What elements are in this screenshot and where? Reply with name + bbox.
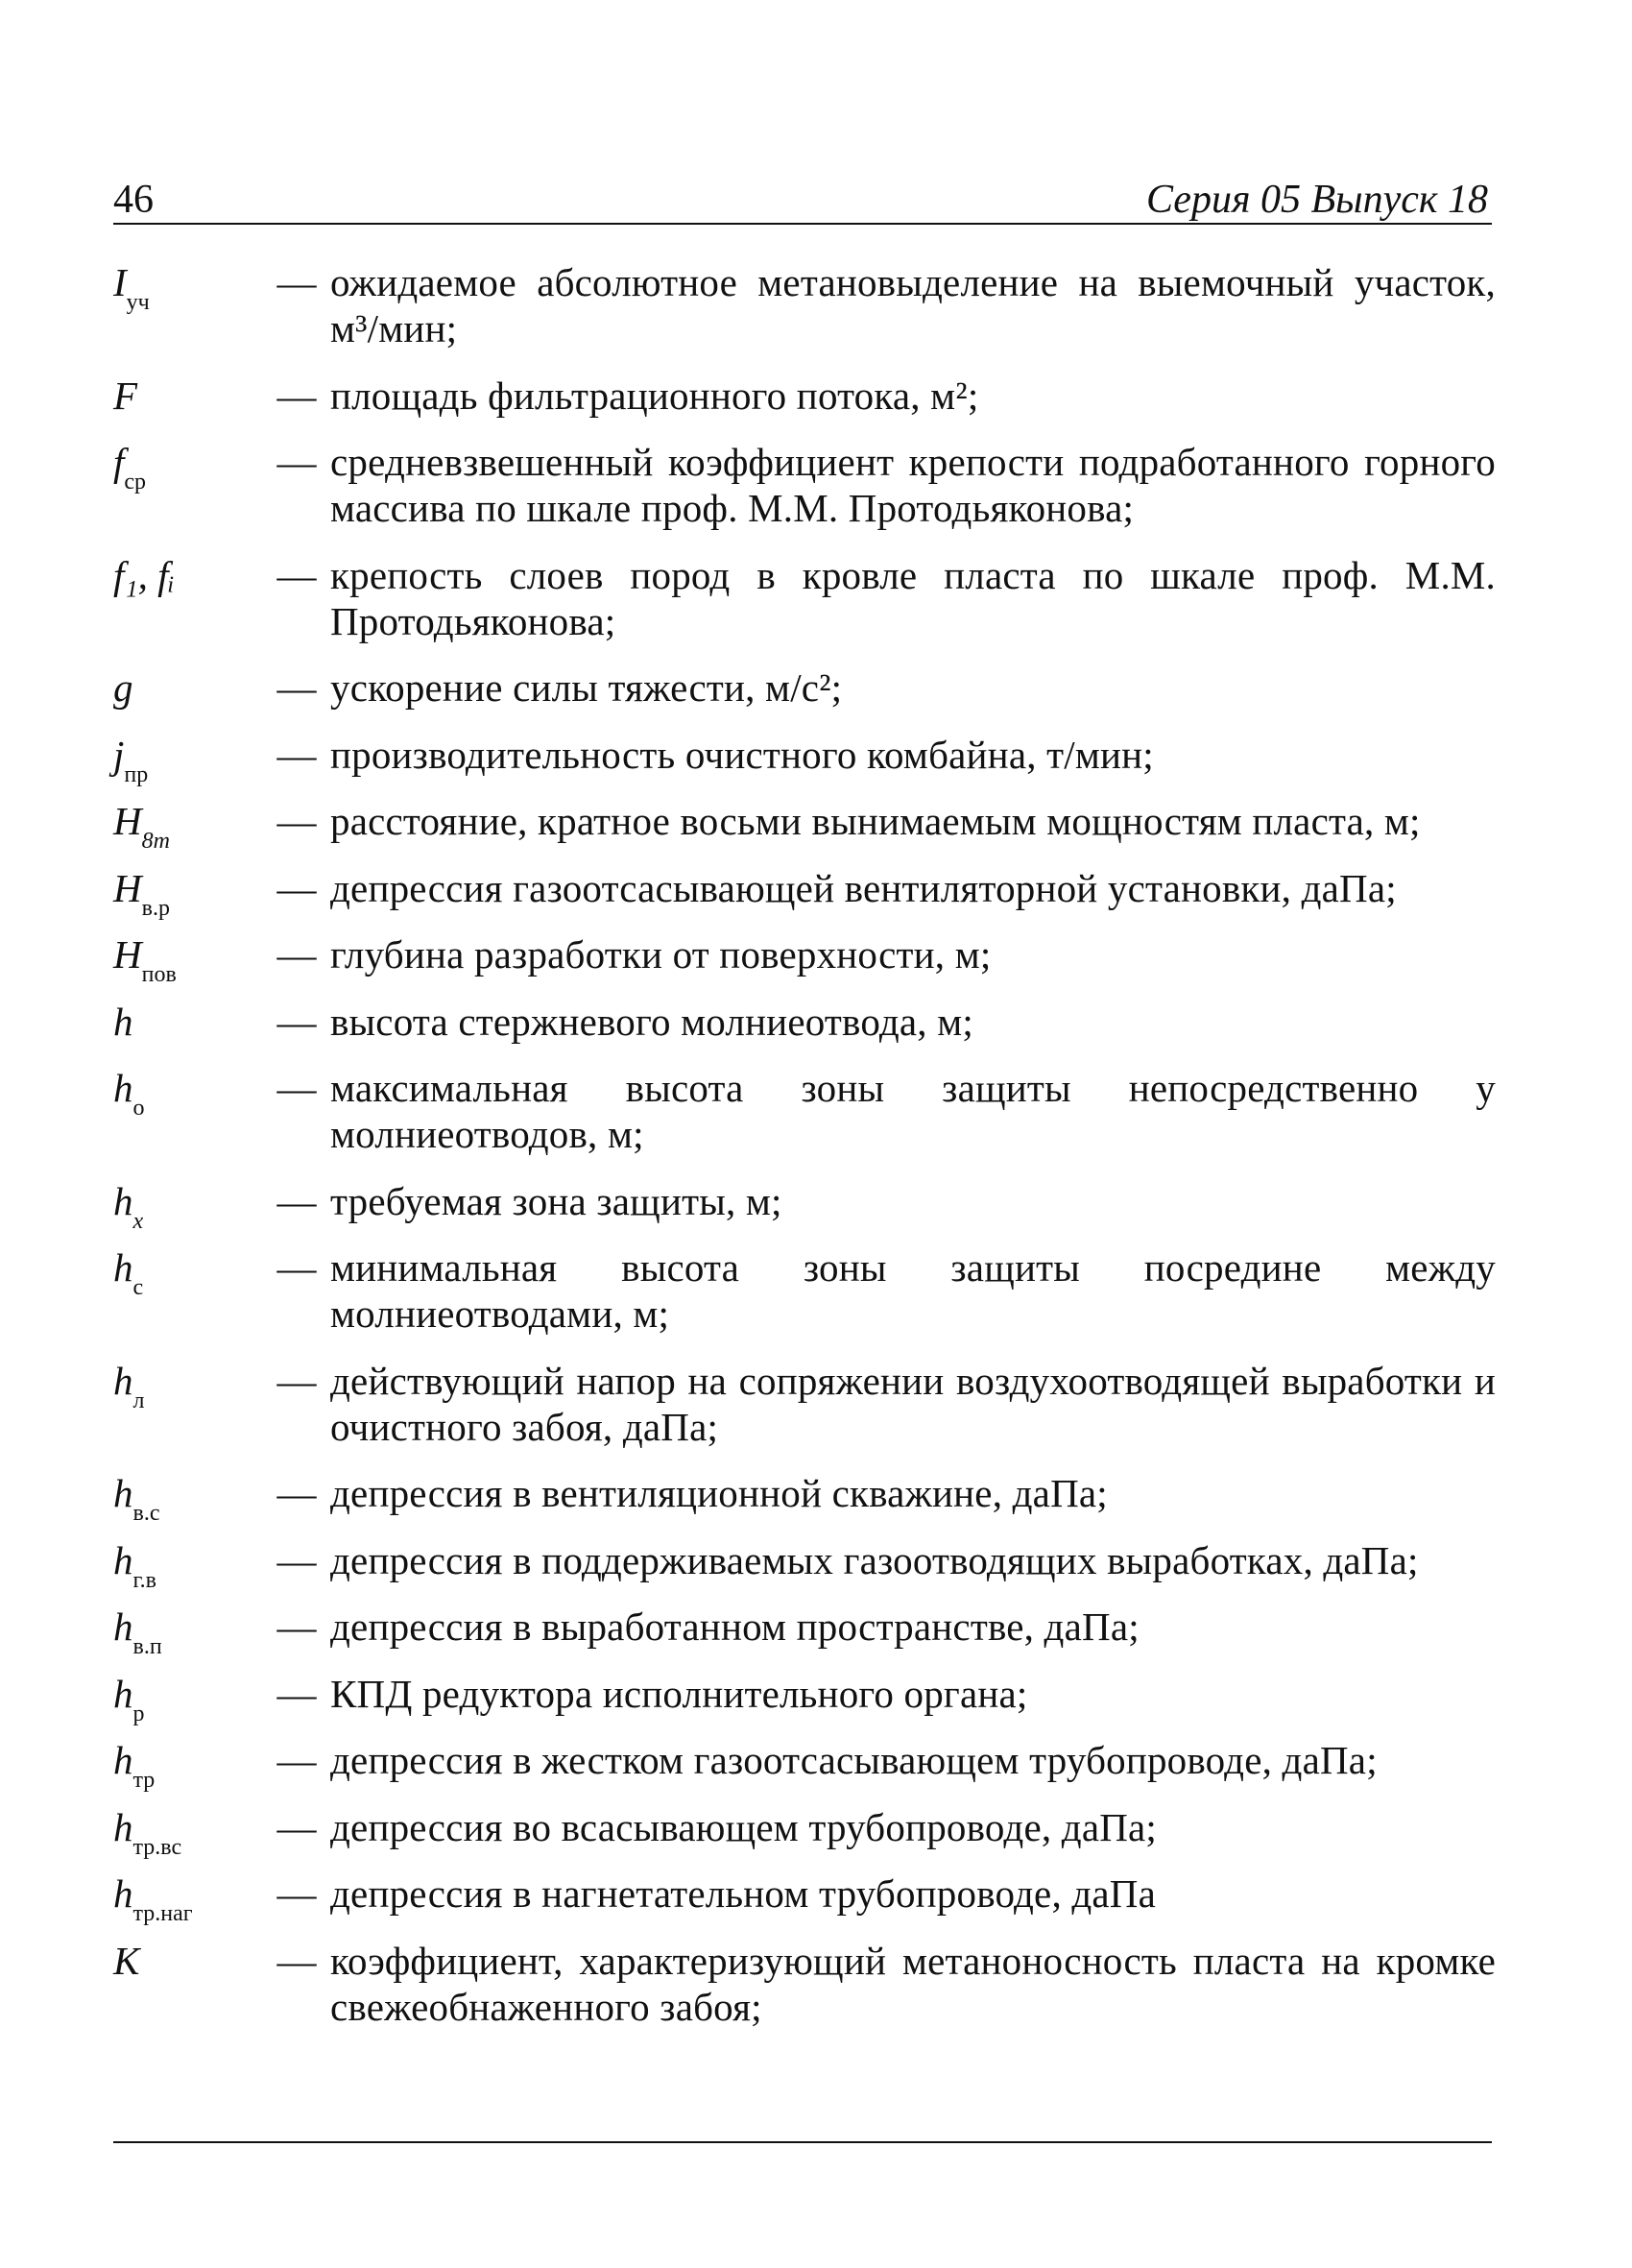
- entry-dash: —: [276, 373, 317, 418]
- symbol-subscript: x: [132, 1208, 144, 1234]
- symbol-letter: H: [113, 865, 142, 910]
- symbol-list: [113, 259, 1496, 2050]
- symbol-subscript: тр: [132, 1768, 156, 1793]
- symbol-letter: h: [113, 1604, 133, 1649]
- entry-dash: —: [276, 1671, 317, 1716]
- symbol-letter: h: [113, 1804, 133, 1849]
- symbol-entry: [113, 259, 1496, 351]
- symbol-term: [113, 373, 263, 419]
- entry-dash: —: [276, 732, 317, 777]
- entry-dash: —: [276, 932, 317, 977]
- symbol-letter: F: [113, 373, 138, 418]
- symbol-entry: [113, 439, 1496, 531]
- symbol-entry: [113, 1470, 1496, 1526]
- entry-dash: —: [276, 999, 317, 1044]
- symbol-letter: h: [113, 1671, 133, 1716]
- symbol-description: средневзвешенный коэффициент крепости подработанного горного массива по шкале проф. М.М. Протодьяконова;: [330, 440, 1496, 530]
- symbol-entry: [113, 1870, 1496, 1926]
- symbol-entry: [113, 1671, 1496, 1726]
- symbol-subscript: тр.вс: [132, 1834, 182, 1860]
- symbol-term: [113, 1604, 263, 1659]
- symbol-entry: [113, 1604, 1496, 1659]
- symbol-term: [113, 439, 263, 495]
- symbol-letter: K: [113, 1938, 140, 1983]
- symbol-term: [113, 1870, 263, 1926]
- symbol-entry: [113, 552, 1496, 644]
- symbol-subscript: г.в: [132, 1567, 156, 1593]
- symbol-term: [113, 1671, 263, 1726]
- entry-dash: —: [276, 440, 317, 484]
- entry-dash: —: [276, 1537, 317, 1582]
- symbol-subscript: тр.наг: [132, 1901, 193, 1926]
- symbol-term: [113, 259, 263, 315]
- symbol-term: [113, 1537, 263, 1593]
- entry-dash: —: [276, 865, 317, 910]
- symbol-subscript: 8m: [141, 829, 170, 854]
- symbol-description: минимальная высота зоны защиты посредине между молниеотводами, м;: [330, 1245, 1496, 1336]
- symbol-term: [113, 1938, 263, 1984]
- symbol-entry: [113, 999, 1496, 1045]
- symbol-letter: h: [113, 1537, 133, 1582]
- symbol-subscript: в.р: [141, 895, 170, 921]
- symbol-term: [113, 1804, 263, 1860]
- symbol-term: [113, 1470, 263, 1526]
- symbol-entry: [113, 1358, 1496, 1450]
- symbol-term: [113, 931, 263, 987]
- symbol-entry: [113, 1178, 1496, 1234]
- symbol-term: [113, 865, 263, 921]
- symbol-letter: h: [113, 1358, 133, 1403]
- entry-dash: —: [276, 1871, 317, 1916]
- symbol-term: [113, 664, 263, 711]
- symbol-term: [113, 1737, 263, 1793]
- symbol-description: депрессия в выработанном пространстве, даПа;: [330, 1604, 1140, 1649]
- symbol-description: депрессия во всасывающем трубопроводе, даПа;: [330, 1804, 1158, 1849]
- entry-dash: —: [276, 1471, 317, 1515]
- symbol-term: [113, 1358, 263, 1413]
- symbol-description: коэффициент, характеризующий метаноносность пласта на кромке свежеобнаженного забоя;: [330, 1938, 1496, 2029]
- symbol-letter: I: [113, 260, 127, 304]
- symbol-description: глубина разработки от поверхности, м;: [330, 932, 992, 977]
- entry-dash: —: [276, 1245, 317, 1290]
- symbol-term: [113, 798, 263, 854]
- symbol-entry: [113, 373, 1496, 419]
- symbol-subscript: пр: [124, 761, 149, 787]
- symbol-letter: H: [113, 932, 142, 977]
- symbol-entry: [113, 931, 1496, 987]
- symbol-letter: h: [113, 1245, 133, 1290]
- symbol-letter: f: [113, 440, 125, 484]
- symbol-subscript: л: [132, 1387, 145, 1413]
- header-rule: [113, 223, 1492, 225]
- series-title: Серия 05 Выпуск 18: [1146, 178, 1488, 222]
- entry-dash: —: [276, 1178, 317, 1223]
- symbol-subscript: о: [132, 1096, 145, 1121]
- symbol-description: расстояние, кратное восьми вынимаемым мощностям пласта, м;: [330, 799, 1421, 843]
- symbol-entry: [113, 1537, 1496, 1593]
- symbol-description: ожидаемое абсолютное метановыделение на выемочный участок, м³/мин;: [330, 260, 1496, 350]
- symbol-term: [113, 552, 263, 598]
- symbol-term: [113, 999, 263, 1045]
- entry-dash: —: [276, 1738, 317, 1782]
- symbol-entry: [113, 1065, 1496, 1157]
- page-header: [113, 173, 1488, 223]
- symbol-entry: [113, 732, 1496, 787]
- symbol-description: производительность очистного комбайна, т/мин;: [330, 732, 1154, 777]
- symbol-subscript: в.с: [132, 1501, 160, 1526]
- entry-dash: —: [276, 552, 317, 597]
- entry-dash: —: [276, 1604, 317, 1649]
- symbol-letter: h: [113, 1471, 133, 1515]
- symbol-description: депрессия в жестком газоотсасывающем трубопроводе, даПа;: [330, 1738, 1378, 1782]
- symbol-entry: [113, 1244, 1496, 1337]
- symbol-letter: h: [113, 1871, 133, 1916]
- symbol-description: депрессия в вентиляционной скважине, даПа;: [330, 1471, 1108, 1515]
- symbol-description: высота стержневого молниеотвода, м;: [330, 999, 973, 1044]
- symbol-subscript: ср: [124, 470, 147, 495]
- page-number: 46: [113, 178, 154, 222]
- symbol-letter: f₁, fᵢ: [113, 552, 176, 597]
- symbol-letter: j: [113, 732, 125, 777]
- footer-rule: [113, 2141, 1492, 2143]
- symbol-term: [113, 1178, 263, 1234]
- symbol-term: [113, 732, 263, 787]
- entry-dash: —: [276, 1938, 317, 1983]
- symbol-subscript: уч: [126, 290, 150, 315]
- symbol-entry: [113, 1804, 1496, 1860]
- symbol-entry: [113, 798, 1496, 854]
- symbol-description: площадь фильтрационного потока, м²;: [330, 373, 979, 418]
- symbol-subscript: в.п: [132, 1634, 162, 1659]
- symbol-description: максимальная высота зоны защиты непосредственно у молниеотводов, м;: [330, 1066, 1496, 1156]
- entry-dash: —: [276, 1066, 317, 1110]
- symbol-description: требуемая зона защиты, м;: [330, 1178, 782, 1223]
- symbol-letter: h: [113, 999, 133, 1044]
- symbol-entry: [113, 664, 1496, 711]
- entry-dash: —: [276, 1804, 317, 1849]
- symbol-description: КПД редуктора исполнительного органа;: [330, 1671, 1028, 1716]
- symbol-subscript: р: [132, 1701, 145, 1726]
- entry-dash: —: [276, 665, 317, 710]
- symbol-term: [113, 1065, 263, 1121]
- symbol-letter: g: [113, 665, 133, 710]
- symbol-subscript: пов: [141, 962, 177, 987]
- symbol-letter: h: [113, 1066, 133, 1110]
- symbol-entry: [113, 1938, 1496, 2030]
- entry-dash: —: [276, 1358, 317, 1403]
- symbol-entry: [113, 865, 1496, 921]
- symbol-entry: [113, 1737, 1496, 1793]
- symbol-term: [113, 1244, 263, 1300]
- symbol-letter: h: [113, 1178, 133, 1223]
- symbol-description: действующий напор на сопряжении воздухоотводящей выработки и очистного забоя, даПа;: [330, 1358, 1496, 1449]
- symbol-letter: h: [113, 1738, 133, 1782]
- symbol-subscript: с: [132, 1275, 144, 1300]
- symbol-description: ускорение силы тяжести, м/с²;: [330, 665, 843, 710]
- symbol-description: депрессия газоотсасывающей вентиляторной установки, даПа;: [330, 865, 1397, 910]
- symbol-description: депрессия в поддерживаемых газоотводящих выработках, даПа;: [330, 1537, 1419, 1582]
- entry-dash: —: [276, 260, 317, 304]
- entry-dash: —: [276, 799, 317, 843]
- symbol-letter: H: [113, 799, 142, 843]
- symbol-description: депрессия в нагнетательном трубопроводе, даПа: [330, 1871, 1157, 1916]
- symbol-description: крепость слоев пород в кровле пласта по шкале проф. М.М. Протодьяконова;: [330, 552, 1496, 643]
